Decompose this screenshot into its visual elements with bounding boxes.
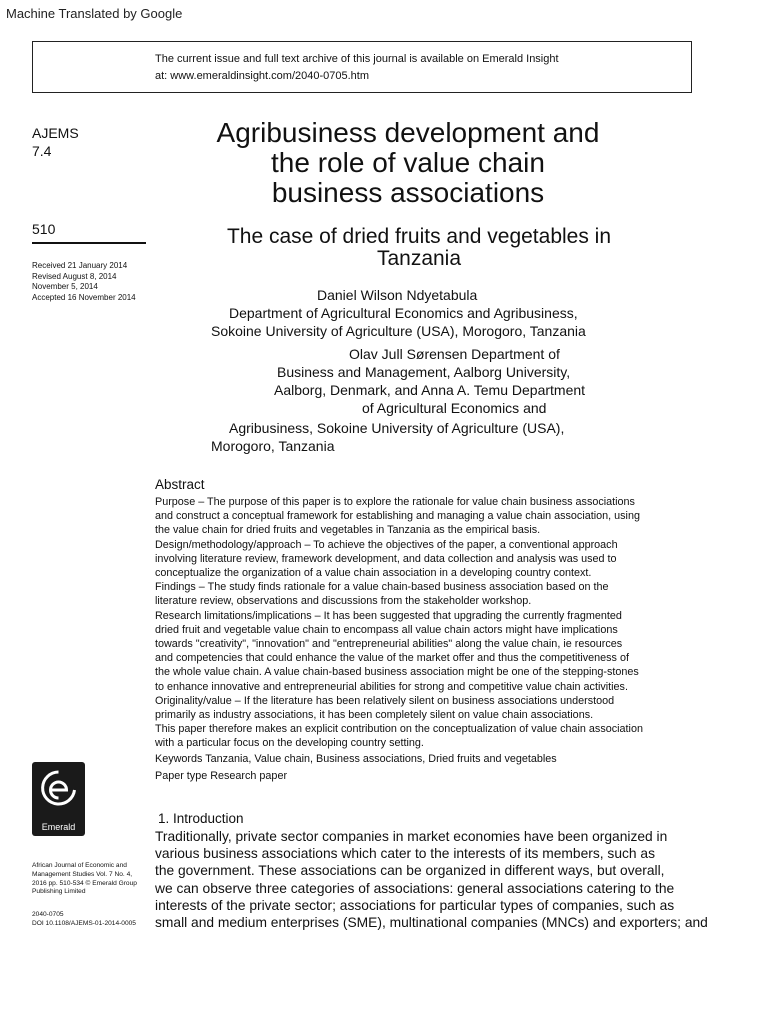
- author-line: Aalborg, Denmark, and Anna A. Temu Department: [274, 382, 586, 398]
- page-number: 510: [32, 221, 56, 237]
- paper-subtitle: [160, 226, 678, 270]
- abstract-line: Design/methodology/approach – To achieve the objectives of the paper, a conventional approach: [155, 538, 618, 551]
- title-line: business associations: [271, 177, 545, 208]
- introduction-body: [155, 828, 735, 931]
- abstract-line: to enhance innovative and entrepreneurial abilities for strong and competitive value chain activities.: [155, 680, 628, 693]
- emerald-logo-icon: [38, 768, 79, 816]
- author-line: Agribusiness, Sokoine University of Agriculture (USA),: [229, 420, 565, 436]
- paper-title: [160, 118, 656, 208]
- intro-line: the government. These associations can be organized in different ways, but overall,: [155, 863, 665, 879]
- intro-line: interests of the private sector; associations for particular types of companies, such as: [155, 897, 675, 913]
- publisher-line: African Journal of Economic and: [32, 862, 127, 869]
- article-identifiers: [32, 911, 152, 929]
- author-line: Business and Management, Aalborg University,: [277, 364, 571, 380]
- title-line: Agribusiness development and: [216, 117, 600, 148]
- abstract-line: conceptualize the organization of a value chain association in a developing country context.: [155, 567, 592, 580]
- abstract-line: Purpose – The purpose of this paper is to explore the rationale for value chain business associations: [155, 496, 635, 508]
- emerald-logo: [32, 762, 85, 836]
- subtitle-line: The case of dried fruits and vegetables in: [226, 225, 612, 248]
- author-line: Daniel Wilson Ndyetabula: [317, 287, 478, 303]
- intro-line: various business associations which cater to the interests of its members, such as: [155, 846, 655, 862]
- abstract-line: primarily as industry associations, it has been completely silent on value chain associations.: [155, 709, 594, 722]
- publisher-info: [32, 862, 150, 897]
- author-line: Olav Jull Sørensen Department of: [349, 346, 560, 362]
- publisher-line: Management Studies Vol. 7 No. 4,: [32, 870, 133, 878]
- author-line: Sokoine University of Agriculture (USA), Morogoro, Tanzania: [211, 323, 586, 339]
- abstract-heading: Abstract: [155, 477, 205, 492]
- journal-volume: 7.4: [32, 143, 52, 159]
- machine-translation-banner: Machine Translated by Google: [6, 6, 183, 21]
- notice-line: The current issue and full text archive of this journal is available on Emerald Insight: [155, 53, 559, 65]
- abstract-line: This paper therefore makes an explicit contribution on the conceptualization of value chain association: [155, 723, 643, 736]
- intro-line: we can observe three categories of associations: general associations catering to the: [155, 880, 675, 896]
- keywords-line: Keywords Tanzania, Value chain, Business associations, Dried fruits and vegetables: [155, 752, 557, 765]
- abstract-line: and competencies that could enhance the value of the market offer and thus the competitiveness of: [155, 652, 629, 665]
- author-line: of Agricultural Economics and: [362, 400, 547, 416]
- abstract-line: Originality/value – If the literature has been relatively silent on business associations understood: [155, 694, 615, 707]
- submission-dates: [32, 261, 136, 303]
- paper-type-line: Paper type Research paper: [155, 769, 288, 782]
- date-received: Received 21 January 2014: [32, 261, 128, 270]
- journal-notice-box: [32, 41, 692, 93]
- subtitle-line: Tanzania: [376, 247, 462, 270]
- abstract-line: towards "creativity", "innovation" and "entrepreneurial abilities" along the value chain, ie resources: [155, 638, 623, 651]
- intro-line: small and medium enterprises (SME), multinational companies (MNCs) and exporters; and: [155, 915, 708, 931]
- issn: 2040-0705: [32, 911, 64, 918]
- abstract-line: with a particular focus on the developing country setting.: [155, 737, 424, 750]
- intro-line: Traditionally, private sector companies in market economies have been organized in: [155, 829, 668, 844]
- doi: DOI 10.1108/AJEMS-01-2014-0005: [32, 919, 136, 927]
- date-revised-2: November 5, 2014: [32, 282, 98, 291]
- journal-abbrev: AJEMS: [32, 125, 79, 141]
- sidebar-divider: [32, 242, 146, 244]
- notice-link-line[interactable]: at: www.emeraldinsight.com/2040-0705.htm: [155, 70, 369, 82]
- date-revised: Revised August 8, 2014: [32, 271, 117, 281]
- title-line: the role of value chain: [271, 147, 545, 178]
- abstract-line: and construct a conceptual framework for establishing and managing a value chain association, using: [155, 510, 640, 523]
- abstract-line: literature review, observations and discussions from the stakeholder workshop.: [155, 595, 532, 608]
- publisher-line: 2016 pp. 510-534 © Emerald Group: [32, 879, 137, 887]
- logo-label: Emerald: [41, 822, 76, 832]
- abstract-line: involving literature review, framework development, and data collection and analysis was used to: [155, 552, 617, 565]
- abstract-line: the whole value chain. A value chain-based business association might be one of the stepping-stones: [155, 666, 639, 679]
- abstract-body: [155, 495, 703, 783]
- author-line: Department of Agricultural Economics and Agribusiness,: [229, 305, 578, 321]
- date-accepted: Accepted 16 November 2014: [32, 292, 136, 302]
- publisher-line: Publishing Limited: [32, 888, 86, 896]
- author-line: Morogoro, Tanzania: [211, 438, 335, 454]
- abstract-line: the value chain for dried fruits and vegetables in Tanzania as the empirical basis.: [155, 524, 541, 537]
- journal-code: [32, 124, 79, 160]
- abstract-line: Findings – The study finds rationale for a value chain-based business association based on the: [155, 581, 609, 594]
- abstract-line: Research limitations/implications – It has been suggested that upgrading the currently fragmented: [155, 609, 622, 622]
- abstract-line: dried fruit and vegetable value chain to encompass all value chain actors might have implications: [155, 623, 618, 636]
- introduction-heading: 1. Introduction: [158, 811, 244, 826]
